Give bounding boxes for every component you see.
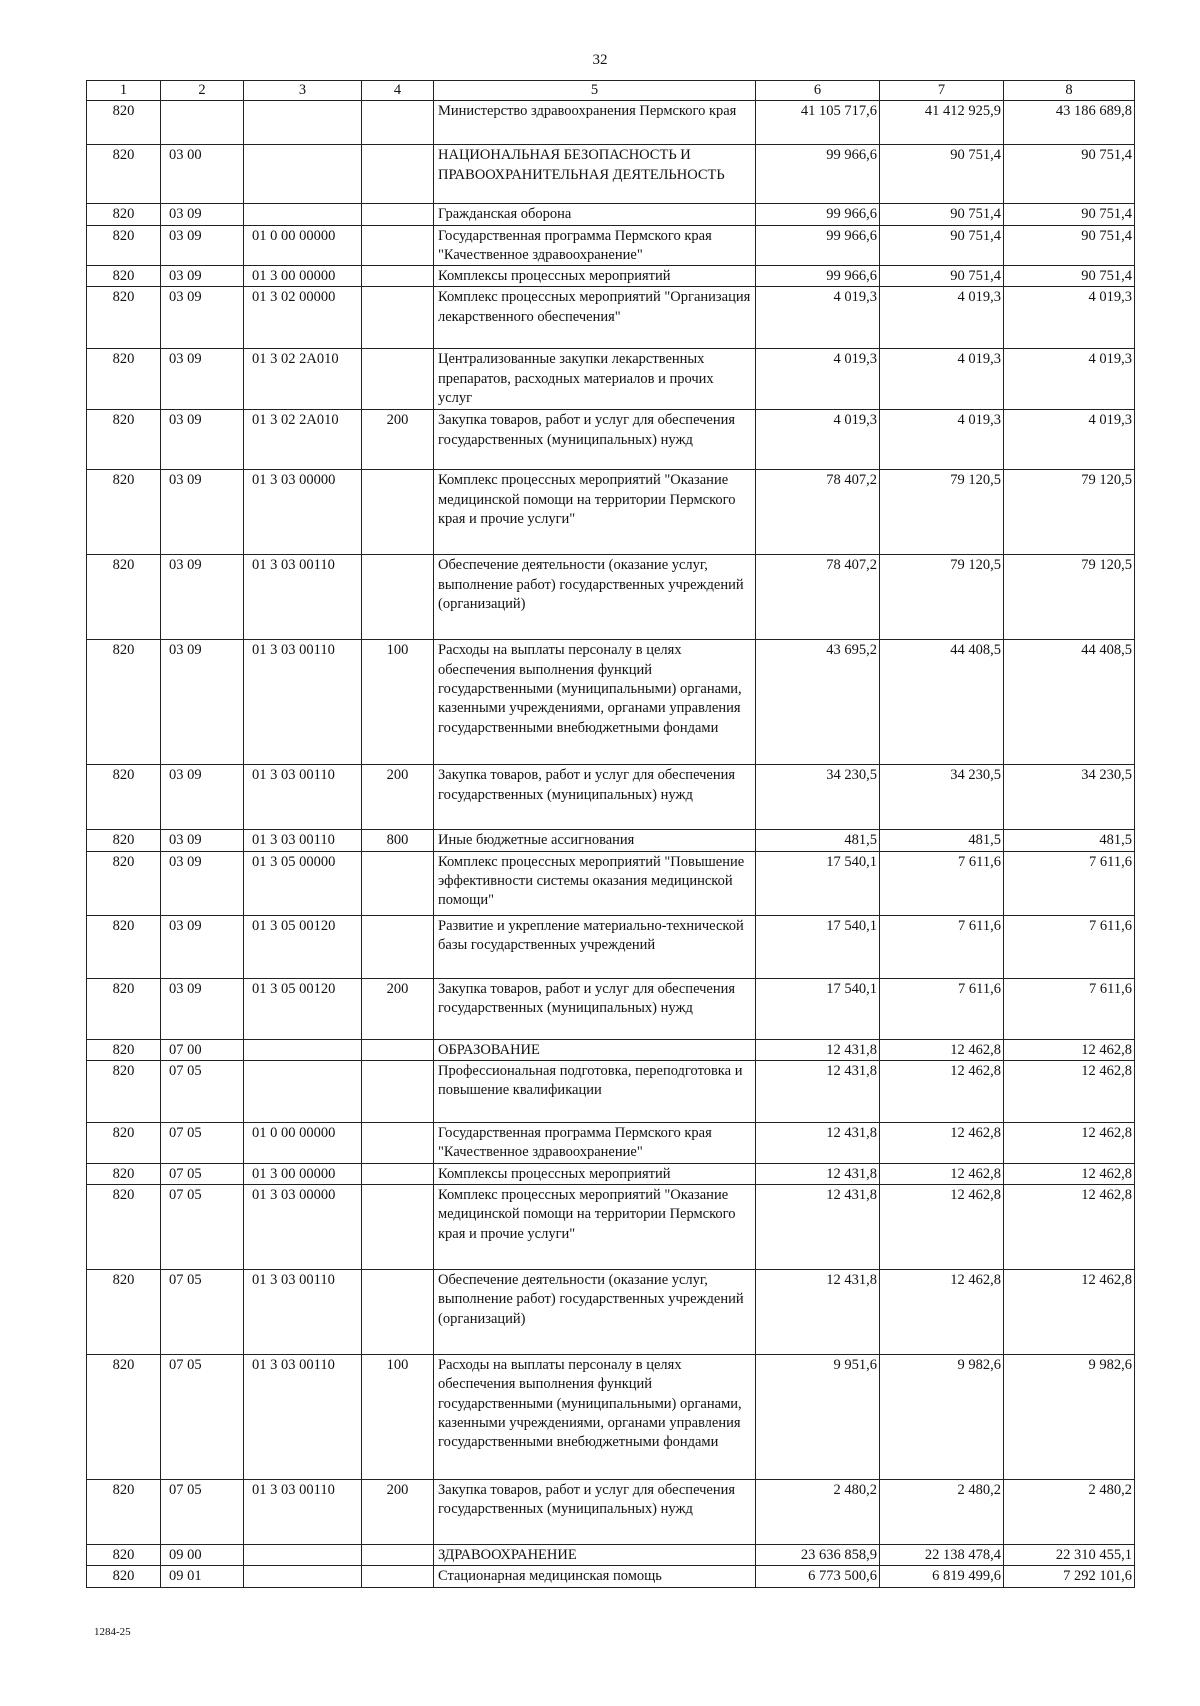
expense-type-cell bbox=[362, 915, 434, 978]
item-name-cell: Закупка товаров, работ и услуг для обеспечения государственных (муниципальных) нужд bbox=[434, 1479, 756, 1544]
column-number-cell: 5 bbox=[434, 81, 756, 101]
target-article-cell: 01 3 02 2A010 bbox=[244, 410, 362, 470]
target-article-cell bbox=[244, 145, 362, 204]
amount-cell: 44 408,5 bbox=[880, 640, 1004, 765]
admin-code-cell: 820 bbox=[87, 1269, 161, 1354]
admin-code-cell: 820 bbox=[87, 410, 161, 470]
amount-cell: 90 751,4 bbox=[1004, 225, 1135, 266]
item-name-cell: Комплексы процессных мероприятий bbox=[434, 266, 756, 287]
amount-cell: 79 120,5 bbox=[1004, 555, 1135, 640]
admin-code-cell: 820 bbox=[87, 1566, 161, 1587]
amount-cell: 79 120,5 bbox=[880, 470, 1004, 555]
amount-cell: 99 966,6 bbox=[756, 266, 880, 287]
target-article-cell: 01 3 02 00000 bbox=[244, 287, 362, 349]
expense-type-cell bbox=[362, 1061, 434, 1123]
target-article-cell: 01 3 03 00000 bbox=[244, 1184, 362, 1269]
amount-cell: 12 462,8 bbox=[1004, 1184, 1135, 1269]
item-name-cell: Профессиональная подготовка, переподготовка и повышение квалификации bbox=[434, 1061, 756, 1123]
amount-cell: 12 431,8 bbox=[756, 1123, 880, 1164]
section-code-cell: 07 05 bbox=[161, 1061, 244, 1123]
amount-cell: 90 751,4 bbox=[880, 225, 1004, 266]
amount-cell: 4 019,3 bbox=[880, 287, 1004, 349]
target-article-cell: 01 3 03 00110 bbox=[244, 830, 362, 851]
target-article-cell: 01 3 05 00120 bbox=[244, 915, 362, 978]
amount-cell: 481,5 bbox=[756, 830, 880, 851]
section-code-cell: 03 09 bbox=[161, 555, 244, 640]
target-article-cell: 01 3 03 00110 bbox=[244, 1479, 362, 1544]
section-code-cell: 03 09 bbox=[161, 915, 244, 978]
table-row bbox=[87, 349, 1135, 410]
amount-cell: 6 819 499,6 bbox=[880, 1566, 1004, 1587]
expense-type-cell: 100 bbox=[362, 640, 434, 765]
amount-cell: 99 966,6 bbox=[756, 204, 880, 225]
amount-cell: 12 462,8 bbox=[880, 1269, 1004, 1354]
target-article-cell bbox=[244, 101, 362, 145]
amount-cell: 17 540,1 bbox=[756, 978, 880, 1039]
amount-cell: 34 230,5 bbox=[880, 765, 1004, 830]
item-name-cell: Государственная программа Пермского края "Качественное здравоохранение" bbox=[434, 225, 756, 266]
admin-code-cell: 820 bbox=[87, 1354, 161, 1479]
section-code-cell: 03 09 bbox=[161, 640, 244, 765]
item-name-cell: Закупка товаров, работ и услуг для обеспечения государственных (муниципальных) нужд bbox=[434, 410, 756, 470]
expense-type-cell bbox=[362, 1544, 434, 1565]
amount-cell: 99 966,6 bbox=[756, 145, 880, 204]
admin-code-cell: 820 bbox=[87, 266, 161, 287]
table-row bbox=[87, 765, 1135, 830]
item-name-cell: Расходы на выплаты персоналу в целях обеспечения выполнения функций государственными (муниципальными) органами, казенными учреждениями, органами управления государственными внебюджетными фондами bbox=[434, 1354, 756, 1479]
expense-type-cell: 100 bbox=[362, 1354, 434, 1479]
column-number-cell: 2 bbox=[161, 81, 244, 101]
amount-cell: 7 611,6 bbox=[880, 978, 1004, 1039]
amount-cell: 481,5 bbox=[1004, 830, 1135, 851]
item-name-cell: Государственная программа Пермского края "Качественное здравоохранение" bbox=[434, 1123, 756, 1164]
amount-cell: 79 120,5 bbox=[1004, 470, 1135, 555]
amount-cell: 12 431,8 bbox=[756, 1061, 880, 1123]
table-row bbox=[87, 640, 1135, 765]
amount-cell: 78 407,2 bbox=[756, 555, 880, 640]
table-row bbox=[87, 830, 1135, 851]
item-name-cell: Комплекс процессных мероприятий "Организация лекарственного обеспечения" bbox=[434, 287, 756, 349]
admin-code-cell: 820 bbox=[87, 349, 161, 410]
section-code-cell: 07 05 bbox=[161, 1184, 244, 1269]
section-code-cell: 07 05 bbox=[161, 1163, 244, 1184]
budget-table bbox=[86, 80, 1135, 1588]
amount-cell: 12 462,8 bbox=[1004, 1123, 1135, 1164]
target-article-cell bbox=[244, 204, 362, 225]
amount-cell: 2 480,2 bbox=[880, 1479, 1004, 1544]
amount-cell: 90 751,4 bbox=[1004, 145, 1135, 204]
target-article-cell: 01 3 03 00110 bbox=[244, 765, 362, 830]
admin-code-cell: 820 bbox=[87, 1479, 161, 1544]
amount-cell: 43 695,2 bbox=[756, 640, 880, 765]
item-name-cell: Комплексы процессных мероприятий bbox=[434, 1163, 756, 1184]
admin-code-cell: 820 bbox=[87, 101, 161, 145]
section-code-cell: 03 09 bbox=[161, 765, 244, 830]
section-code-cell: 03 09 bbox=[161, 410, 244, 470]
item-name-cell: Комплекс процессных мероприятий "Оказание медицинской помощи на территории Пермского края и прочие услуги" bbox=[434, 470, 756, 555]
table-row bbox=[87, 225, 1135, 266]
amount-cell: 9 982,6 bbox=[880, 1354, 1004, 1479]
amount-cell: 90 751,4 bbox=[1004, 266, 1135, 287]
table-row bbox=[87, 101, 1135, 145]
table-row bbox=[87, 1566, 1135, 1587]
expense-type-cell bbox=[362, 225, 434, 266]
column-number-cell: 8 bbox=[1004, 81, 1135, 101]
amount-cell: 12 462,8 bbox=[880, 1123, 1004, 1164]
section-code-cell: 03 09 bbox=[161, 851, 244, 915]
admin-code-cell: 820 bbox=[87, 640, 161, 765]
admin-code-cell: 820 bbox=[87, 1544, 161, 1565]
target-article-cell: 01 0 00 00000 bbox=[244, 1123, 362, 1164]
amount-cell: 7 611,6 bbox=[880, 851, 1004, 915]
table-body bbox=[87, 81, 1135, 1588]
amount-cell: 17 540,1 bbox=[756, 851, 880, 915]
amount-cell: 22 138 478,4 bbox=[880, 1544, 1004, 1565]
expense-type-cell bbox=[362, 1123, 434, 1164]
amount-cell: 2 480,2 bbox=[756, 1479, 880, 1544]
target-article-cell: 01 3 03 00000 bbox=[244, 470, 362, 555]
amount-cell: 4 019,3 bbox=[756, 287, 880, 349]
column-number-cell: 3 bbox=[244, 81, 362, 101]
amount-cell: 44 408,5 bbox=[1004, 640, 1135, 765]
table-row bbox=[87, 915, 1135, 978]
admin-code-cell: 820 bbox=[87, 830, 161, 851]
amount-cell: 79 120,5 bbox=[880, 555, 1004, 640]
amount-cell: 12 462,8 bbox=[880, 1163, 1004, 1184]
expense-type-cell: 200 bbox=[362, 765, 434, 830]
item-name-cell: ОБРАЗОВАНИЕ bbox=[434, 1039, 756, 1060]
item-name-cell: ЗДРАВООХРАНЕНИЕ bbox=[434, 1544, 756, 1565]
amount-cell: 90 751,4 bbox=[1004, 204, 1135, 225]
target-article-cell: 01 0 00 00000 bbox=[244, 225, 362, 266]
amount-cell: 90 751,4 bbox=[880, 145, 1004, 204]
amount-cell: 12 462,8 bbox=[1004, 1163, 1135, 1184]
section-code-cell: 03 09 bbox=[161, 470, 244, 555]
target-article-cell bbox=[244, 1061, 362, 1123]
item-name-cell: Министерство здравоохранения Пермского края bbox=[434, 101, 756, 145]
column-number-row bbox=[87, 81, 1135, 101]
table-row bbox=[87, 1184, 1135, 1269]
admin-code-cell: 820 bbox=[87, 978, 161, 1039]
amount-cell: 12 431,8 bbox=[756, 1039, 880, 1060]
expense-type-cell bbox=[362, 555, 434, 640]
admin-code-cell: 820 bbox=[87, 915, 161, 978]
amount-cell: 4 019,3 bbox=[1004, 349, 1135, 410]
admin-code-cell: 820 bbox=[87, 1184, 161, 1269]
admin-code-cell: 820 bbox=[87, 225, 161, 266]
target-article-cell: 01 3 03 00110 bbox=[244, 1354, 362, 1479]
table-row bbox=[87, 470, 1135, 555]
expense-type-cell: 200 bbox=[362, 410, 434, 470]
target-article-cell: 01 3 00 00000 bbox=[244, 266, 362, 287]
page-number: 32 bbox=[592, 52, 608, 68]
expense-type-cell: 200 bbox=[362, 978, 434, 1039]
document-code: 1284-25 bbox=[94, 1626, 131, 1638]
admin-code-cell: 820 bbox=[87, 765, 161, 830]
section-code-cell: 07 05 bbox=[161, 1479, 244, 1544]
item-name-cell: Комплекс процессных мероприятий "Оказание медицинской помощи на территории Пермского края и прочие услуги" bbox=[434, 1184, 756, 1269]
expense-type-cell bbox=[362, 851, 434, 915]
amount-cell: 90 751,4 bbox=[880, 266, 1004, 287]
table-row bbox=[87, 1479, 1135, 1544]
expense-type-cell bbox=[362, 101, 434, 145]
section-code-cell: 03 09 bbox=[161, 349, 244, 410]
item-name-cell: Обеспечение деятельности (оказание услуг, выполнение работ) государственных учреждений (организаций) bbox=[434, 555, 756, 640]
amount-cell: 7 611,6 bbox=[1004, 978, 1135, 1039]
amount-cell: 4 019,3 bbox=[880, 410, 1004, 470]
section-code-cell: 07 05 bbox=[161, 1269, 244, 1354]
amount-cell: 90 751,4 bbox=[880, 204, 1004, 225]
item-name-cell: НАЦИОНАЛЬНАЯ БЕЗОПАСНОСТЬ И ПРАВООХРАНИТЕЛЬНАЯ ДЕЯТЕЛЬНОСТЬ bbox=[434, 145, 756, 204]
amount-cell: 22 310 455,1 bbox=[1004, 1544, 1135, 1565]
table-row bbox=[87, 851, 1135, 915]
amount-cell: 12 431,8 bbox=[756, 1163, 880, 1184]
amount-cell: 12 462,8 bbox=[880, 1061, 1004, 1123]
section-code-cell: 03 09 bbox=[161, 830, 244, 851]
section-code-cell: 03 00 bbox=[161, 145, 244, 204]
target-article-cell: 01 3 03 00110 bbox=[244, 555, 362, 640]
target-article-cell: 01 3 03 00110 bbox=[244, 640, 362, 765]
table-row bbox=[87, 266, 1135, 287]
expense-type-cell bbox=[362, 204, 434, 225]
section-code-cell: 03 09 bbox=[161, 266, 244, 287]
target-article-cell: 01 3 02 2A010 bbox=[244, 349, 362, 410]
table-row bbox=[87, 410, 1135, 470]
expense-type-cell bbox=[362, 1163, 434, 1184]
table-row bbox=[87, 1269, 1135, 1354]
section-code-cell: 03 09 bbox=[161, 978, 244, 1039]
item-name-cell: Расходы на выплаты персоналу в целях обеспечения выполнения функций государственными (муниципальными) органами, казенными учреждениями, органами управления государственными внебюджетными фондами bbox=[434, 640, 756, 765]
admin-code-cell: 820 bbox=[87, 287, 161, 349]
table-row bbox=[87, 1354, 1135, 1479]
expense-type-cell: 800 bbox=[362, 830, 434, 851]
amount-cell: 7 611,6 bbox=[1004, 915, 1135, 978]
section-code-cell bbox=[161, 101, 244, 145]
expense-type-cell: 200 bbox=[362, 1479, 434, 1544]
amount-cell: 4 019,3 bbox=[1004, 287, 1135, 349]
amount-cell: 4 019,3 bbox=[756, 349, 880, 410]
section-code-cell: 07 05 bbox=[161, 1123, 244, 1164]
expense-type-cell bbox=[362, 287, 434, 349]
amount-cell: 41 412 925,9 bbox=[880, 101, 1004, 145]
section-code-cell: 03 09 bbox=[161, 287, 244, 349]
section-code-cell: 09 00 bbox=[161, 1544, 244, 1565]
expense-type-cell bbox=[362, 1269, 434, 1354]
expense-type-cell bbox=[362, 1184, 434, 1269]
amount-cell: 12 431,8 bbox=[756, 1269, 880, 1354]
target-article-cell: 01 3 05 00120 bbox=[244, 978, 362, 1039]
item-name-cell: Централизованные закупки лекарственных препаратов, расходных материалов и прочих услуг bbox=[434, 349, 756, 410]
table-row bbox=[87, 978, 1135, 1039]
admin-code-cell: 820 bbox=[87, 1123, 161, 1164]
admin-code-cell: 820 bbox=[87, 851, 161, 915]
amount-cell: 4 019,3 bbox=[756, 410, 880, 470]
amount-cell: 43 186 689,8 bbox=[1004, 101, 1135, 145]
column-number-cell: 1 bbox=[87, 81, 161, 101]
item-name-cell: Стационарная медицинская помощь bbox=[434, 1566, 756, 1587]
column-number-cell: 7 bbox=[880, 81, 1004, 101]
amount-cell: 7 611,6 bbox=[880, 915, 1004, 978]
expense-type-cell bbox=[362, 145, 434, 204]
table-row bbox=[87, 1163, 1135, 1184]
item-name-cell: Иные бюджетные ассигнования bbox=[434, 830, 756, 851]
amount-cell: 34 230,5 bbox=[1004, 765, 1135, 830]
table-row bbox=[87, 1544, 1135, 1565]
amount-cell: 17 540,1 bbox=[756, 915, 880, 978]
target-article-cell: 01 3 03 00110 bbox=[244, 1269, 362, 1354]
amount-cell: 9 982,6 bbox=[1004, 1354, 1135, 1479]
amount-cell: 4 019,3 bbox=[1004, 410, 1135, 470]
admin-code-cell: 820 bbox=[87, 470, 161, 555]
table-row bbox=[87, 1039, 1135, 1060]
item-name-cell: Комплекс процессных мероприятий "Повышение эффективности системы оказания медицинской помощи" bbox=[434, 851, 756, 915]
amount-cell: 12 462,8 bbox=[1004, 1039, 1135, 1060]
admin-code-cell: 820 bbox=[87, 145, 161, 204]
item-name-cell: Закупка товаров, работ и услуг для обеспечения государственных (муниципальных) нужд bbox=[434, 765, 756, 830]
section-code-cell: 03 09 bbox=[161, 225, 244, 266]
table-row bbox=[87, 145, 1135, 204]
amount-cell: 7 611,6 bbox=[1004, 851, 1135, 915]
admin-code-cell: 820 bbox=[87, 555, 161, 640]
column-number-cell: 6 bbox=[756, 81, 880, 101]
amount-cell: 99 966,6 bbox=[756, 225, 880, 266]
amount-cell: 481,5 bbox=[880, 830, 1004, 851]
section-code-cell: 07 05 bbox=[161, 1354, 244, 1479]
amount-cell: 12 462,8 bbox=[1004, 1061, 1135, 1123]
admin-code-cell: 820 bbox=[87, 1163, 161, 1184]
target-article-cell: 01 3 00 00000 bbox=[244, 1163, 362, 1184]
amount-cell: 12 462,8 bbox=[880, 1039, 1004, 1060]
target-article-cell bbox=[244, 1566, 362, 1587]
item-name-cell: Обеспечение деятельности (оказание услуг, выполнение работ) государственных учреждений (организаций) bbox=[434, 1269, 756, 1354]
item-name-cell: Развитие и укрепление материально-технической базы государственных учреждений bbox=[434, 915, 756, 978]
amount-cell: 12 462,8 bbox=[880, 1184, 1004, 1269]
target-article-cell bbox=[244, 1039, 362, 1060]
table-row bbox=[87, 555, 1135, 640]
amount-cell: 34 230,5 bbox=[756, 765, 880, 830]
amount-cell: 78 407,2 bbox=[756, 470, 880, 555]
admin-code-cell: 820 bbox=[87, 1061, 161, 1123]
column-number-cell: 4 bbox=[362, 81, 434, 101]
target-article-cell: 01 3 05 00000 bbox=[244, 851, 362, 915]
amount-cell: 7 292 101,6 bbox=[1004, 1566, 1135, 1587]
section-code-cell: 09 01 bbox=[161, 1566, 244, 1587]
admin-code-cell: 820 bbox=[87, 204, 161, 225]
table-row bbox=[87, 1123, 1135, 1164]
amount-cell: 6 773 500,6 bbox=[756, 1566, 880, 1587]
item-name-cell: Гражданская оборона bbox=[434, 204, 756, 225]
amount-cell: 12 462,8 bbox=[1004, 1269, 1135, 1354]
amount-cell: 4 019,3 bbox=[880, 349, 1004, 410]
expense-type-cell bbox=[362, 266, 434, 287]
expense-type-cell bbox=[362, 1039, 434, 1060]
expense-type-cell bbox=[362, 470, 434, 555]
expense-type-cell bbox=[362, 1566, 434, 1587]
section-code-cell: 07 00 bbox=[161, 1039, 244, 1060]
amount-cell: 23 636 858,9 bbox=[756, 1544, 880, 1565]
amount-cell: 9 951,6 bbox=[756, 1354, 880, 1479]
section-code-cell: 03 09 bbox=[161, 204, 244, 225]
amount-cell: 12 431,8 bbox=[756, 1184, 880, 1269]
amount-cell: 41 105 717,6 bbox=[756, 101, 880, 145]
table-row bbox=[87, 204, 1135, 225]
table-row bbox=[87, 287, 1135, 349]
expense-type-cell bbox=[362, 349, 434, 410]
amount-cell: 2 480,2 bbox=[1004, 1479, 1135, 1544]
table-row bbox=[87, 1061, 1135, 1123]
item-name-cell: Закупка товаров, работ и услуг для обеспечения государственных (муниципальных) нужд bbox=[434, 978, 756, 1039]
admin-code-cell: 820 bbox=[87, 1039, 161, 1060]
target-article-cell bbox=[244, 1544, 362, 1565]
